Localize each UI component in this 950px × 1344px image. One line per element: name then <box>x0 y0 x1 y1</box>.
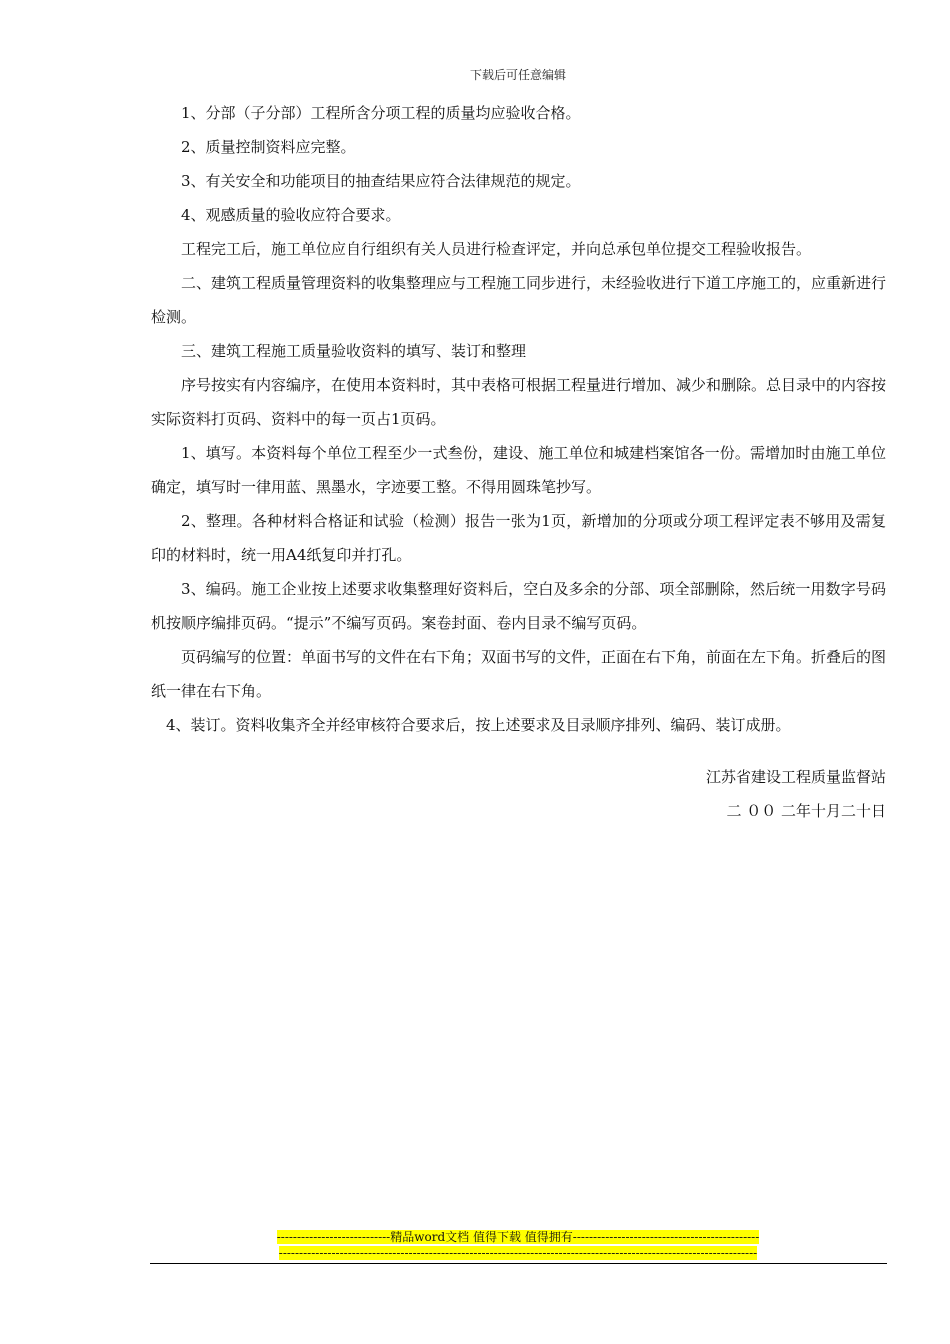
footer-dash-line: ---------------------------------------------------------------------------------------------------------------------- <box>278 1246 758 1260</box>
signature-organization: 江苏省建设工程质量监督站 <box>705 768 886 786</box>
paragraph: 页码编写的位置：单面书写的文件在右下角；双面书写的文件，正面在右下角，前面在左下角。折叠后的图纸一律在右下角。 <box>151 648 887 700</box>
paragraph: 3、有关安全和功能项目的抽查结果应符合法律规范的规定。 <box>181 172 581 190</box>
paragraph: 二、建筑工程质量管理资料的收集整理应与工程施工同步进行，未经验收进行下道工序施工的，应重新进行检测。 <box>151 274 887 326</box>
paragraph: 4、装订。资料收集齐全并经审核符合要求后，按上述要求及目录顺序排列、编码、装订成册。 <box>166 716 791 734</box>
signature-date: 二 ００ 二年十月二十日 <box>726 802 886 820</box>
paragraph: 工程完工后，施工单位应自行组织有关人员进行检查评定，并向总承包单位提交工程验收报告。 <box>181 240 812 258</box>
paragraph: 序号按实有内容编序，在使用本资料时，其中表格可根据工程量进行增加、减少和删除。总目录中的内容按实际资料打页码、资料中的每一页占1页码。 <box>151 376 887 428</box>
document-body <box>151 96 886 742</box>
paragraph: 1、填写。本资料每个单位工程至少一式叁份，建设、施工单位和城建档案馆各一份。需增加时由施工单位确定，填写时一律用蓝、黑墨水，字迹要工整。不得用圆珠笔抄写。 <box>151 444 886 496</box>
paragraph: 3、编码。施工企业按上述要求收集整理好资料后，空白及多余的分部、项全部删除，然后统一用数字号码机按顺序编排页码。“提示”不编写页码。案卷封面、卷内目录不编写页码。 <box>151 580 886 632</box>
paragraph: 2、整理。各种材料合格证和试验（检测）报告一张为1页，新增加的分项或分项工程评定表不够用及需复印的材料时，统一用A4纸复印并打孔。 <box>151 512 886 564</box>
paragraph: 2、质量控制资料应完整。 <box>181 138 356 156</box>
footer-banner-text: ----------------------------精品word文档 值得下载 值得拥有---------------------------------------------- <box>276 1230 760 1244</box>
paragraph: 三、建筑工程施工质量验收资料的填写、装订和整理 <box>181 342 527 360</box>
paragraph: 1、分部（子分部）工程所含分项工程的质量均应验收合格。 <box>181 104 581 122</box>
header-note: 下载后可任意编辑 <box>469 68 566 82</box>
footer-banner-dashes <box>0 1245 950 1261</box>
footer-banner <box>0 1229 950 1245</box>
footer-rule <box>150 1263 887 1264</box>
paragraph: 4、观感质量的验收应符合要求。 <box>181 206 401 224</box>
